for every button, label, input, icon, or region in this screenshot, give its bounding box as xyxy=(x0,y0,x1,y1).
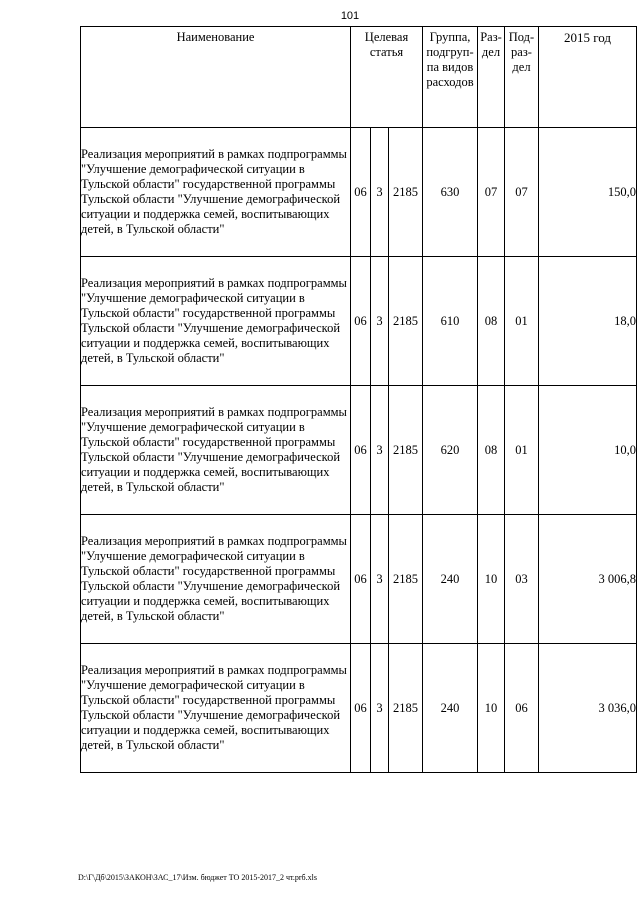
cell-razdel: 07 xyxy=(478,128,505,257)
page-number: 101 xyxy=(340,10,360,22)
cell-podrazdel: 07 xyxy=(505,128,539,257)
cell-target-program: 06 xyxy=(351,515,371,644)
cell-group: 240 xyxy=(423,644,478,773)
cell-target-program: 06 xyxy=(351,257,371,386)
header-year: 2015 год xyxy=(539,27,637,128)
cell-podrazdel: 01 xyxy=(505,386,539,515)
cell-group: 630 xyxy=(423,128,478,257)
cell-target-program: 06 xyxy=(351,386,371,515)
cell-name: Реализация мероприятий в рамках подпрограммы "Улучшение демографической ситуации в Тульской области" государственной программы Тульской области "Улучшение демографической ситуации и поддержка семей, воспитывающих детей, в Тульской области" xyxy=(81,128,351,257)
cell-group: 610 xyxy=(423,257,478,386)
cell-target-code: 2185 xyxy=(389,644,423,773)
cell-target-code: 2185 xyxy=(389,128,423,257)
cell-target-code: 2185 xyxy=(389,515,423,644)
budget-table xyxy=(80,26,637,773)
header-name: Наименование xyxy=(81,27,351,128)
cell-target-program: 06 xyxy=(351,644,371,773)
cell-group: 620 xyxy=(423,386,478,515)
cell-target-program: 06 xyxy=(351,128,371,257)
table-header-row xyxy=(81,27,637,128)
table-row xyxy=(81,515,637,644)
cell-podrazdel: 06 xyxy=(505,644,539,773)
header-group: Группа, подгруп-па видов расходов xyxy=(423,27,478,128)
cell-podrazdel: 03 xyxy=(505,515,539,644)
cell-target-code: 2185 xyxy=(389,386,423,515)
cell-podrazdel: 01 xyxy=(505,257,539,386)
table-row xyxy=(81,128,637,257)
cell-name: Реализация мероприятий в рамках подпрограммы "Улучшение демографической ситуации в Тульской области" государственной программы Тульской области "Улучшение демографической ситуации и поддержка семей, воспитывающих детей, в Тульской области" xyxy=(81,386,351,515)
cell-razdel: 10 xyxy=(478,515,505,644)
cell-target-subprogram: 3 xyxy=(371,128,389,257)
cell-target-subprogram: 3 xyxy=(371,386,389,515)
cell-razdel: 10 xyxy=(478,644,505,773)
cell-group: 240 xyxy=(423,515,478,644)
header-target-article: Целевая статья xyxy=(351,27,423,128)
cell-target-subprogram: 3 xyxy=(371,644,389,773)
cell-target-subprogram: 3 xyxy=(371,515,389,644)
cell-razdel: 08 xyxy=(478,257,505,386)
cell-target-code: 2185 xyxy=(389,257,423,386)
header-razdel: Раз-дел xyxy=(478,27,505,128)
cell-target-subprogram: 3 xyxy=(371,257,389,386)
cell-name: Реализация мероприятий в рамках подпрограммы "Улучшение демографической ситуации в Тульской области" государственной программы Тульской области "Улучшение демографической ситуации и поддержка семей, воспитывающих детей, в Тульской области" xyxy=(81,644,351,773)
cell-razdel: 08 xyxy=(478,386,505,515)
file-path-footer: D:\Г\Дб\2015\ЗАКОН\ЗАС_17\Изм. бюджет ТО 2015-2017_2 чт.prб.xls xyxy=(78,873,317,882)
cell-name: Реализация мероприятий в рамках подпрограммы "Улучшение демографической ситуации в Тульской области" государственной программы Тульской области "Улучшение демографической ситуации и поддержка семей, воспитывающих детей, в Тульской области" xyxy=(81,515,351,644)
header-podrazdel: Под-раз-дел xyxy=(505,27,539,128)
table-row xyxy=(81,644,637,773)
cell-amount: 18,0 xyxy=(539,257,637,386)
cell-amount: 10,0 xyxy=(539,386,637,515)
table-row xyxy=(81,386,637,515)
cell-amount: 3 036,0 xyxy=(539,644,637,773)
cell-amount: 150,0 xyxy=(539,128,637,257)
cell-name: Реализация мероприятий в рамках подпрограммы "Улучшение демографической ситуации в Тульской области" государственной программы Тульской области "Улучшение демографической ситуации и поддержка семей, воспитывающих детей, в Тульской области" xyxy=(81,257,351,386)
cell-amount: 3 006,8 xyxy=(539,515,637,644)
table-row xyxy=(81,257,637,386)
